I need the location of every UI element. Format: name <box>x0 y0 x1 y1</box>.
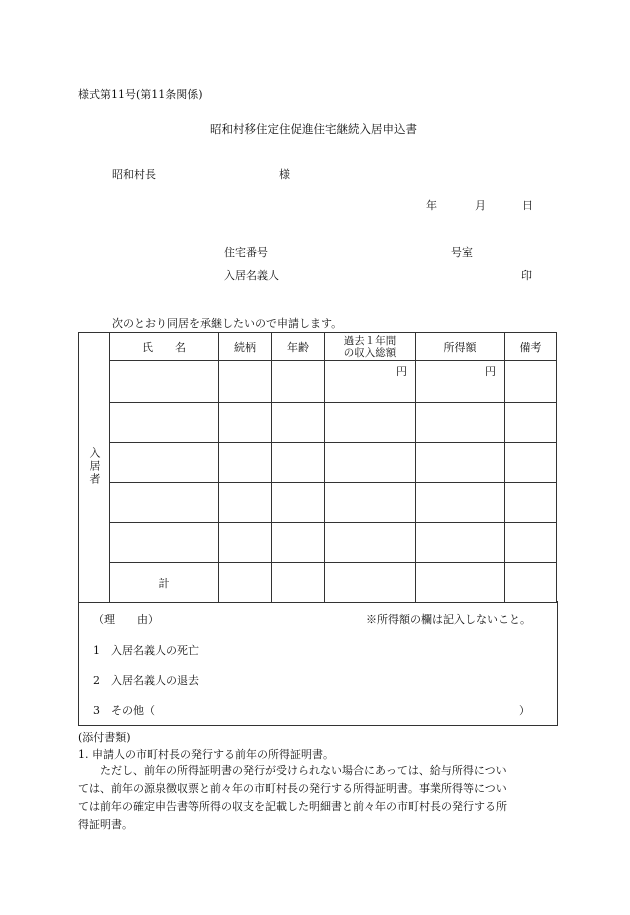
date-month-label: 月 <box>475 199 486 212</box>
document-title: 昭和村移住定住促進住宅継続入居申込書 <box>210 122 417 136</box>
seal-label: 印 <box>521 269 532 282</box>
reason-label: （理 由） <box>93 613 159 626</box>
date-day-label: 日 <box>522 199 533 212</box>
table-row <box>79 443 557 483</box>
earned-cell[interactable]: 円 <box>416 361 505 403</box>
intro-text: 次のとおり同居を承継したいので申請します。 <box>112 317 343 330</box>
income-notice: ※所得額の欄は記入しないこと。 <box>366 613 531 626</box>
remarks-cell[interactable] <box>505 361 557 403</box>
reason-item[interactable]: 1 入居名義人の死亡 <box>93 644 199 657</box>
income-cell[interactable]: 円 <box>325 361 416 403</box>
attachments-label: (添付書類) <box>78 731 131 744</box>
honorific: 様 <box>279 168 290 181</box>
table-row <box>79 361 557 403</box>
header-age: 年齢 <box>272 333 325 361</box>
relation-cell[interactable] <box>219 361 272 403</box>
name-cell[interactable] <box>110 361 219 403</box>
total-label: 計 <box>110 563 219 603</box>
occupant-side-cell <box>79 333 110 603</box>
header-earned: 所得額 <box>416 333 505 361</box>
housing-number-label: 住宅番号 <box>224 246 268 259</box>
form-number: 様式第11号(第11条関係) <box>78 88 203 101</box>
table-header-row <box>79 333 557 361</box>
attachment-item-1: 1. 申請人の市町村長の発行する前年の所得証明書。 <box>78 748 334 761</box>
header-relation: 続柄 <box>219 333 272 361</box>
table-row <box>79 403 557 443</box>
header-remarks: 備考 <box>505 333 557 361</box>
room-label: 号室 <box>451 246 473 259</box>
occupant-side-label: 入居者 <box>88 446 101 486</box>
date-year-label: 年 <box>426 199 437 212</box>
total-row <box>79 563 557 603</box>
reason-close-paren: ） <box>519 704 530 717</box>
occupant-table <box>78 332 557 603</box>
recipient: 昭和村長 <box>112 168 156 181</box>
age-cell[interactable] <box>272 361 325 403</box>
reason-item[interactable]: 2 入居名義人の退去 <box>93 674 199 687</box>
table-row <box>79 523 557 563</box>
tenant-name-label: 入居名義人 <box>224 269 279 282</box>
header-income: 過去１年間 の収入総額 <box>325 333 416 361</box>
table-row <box>79 483 557 523</box>
attachment-note: ただし、前年の所得証明書の発行が受けられない場合にあっては、給与所得につい ては、前年の源泉徴収票と前々年の市町村長の発行する所得証明書。事業所得等につい ては前年の確定申告書等所得の収支を記載した明細書と前々年の市町村長の発行する所 得証明書。 <box>78 764 507 831</box>
header-name: 氏 名 <box>110 333 219 361</box>
reason-item[interactable]: 3 その他（ <box>93 704 155 717</box>
